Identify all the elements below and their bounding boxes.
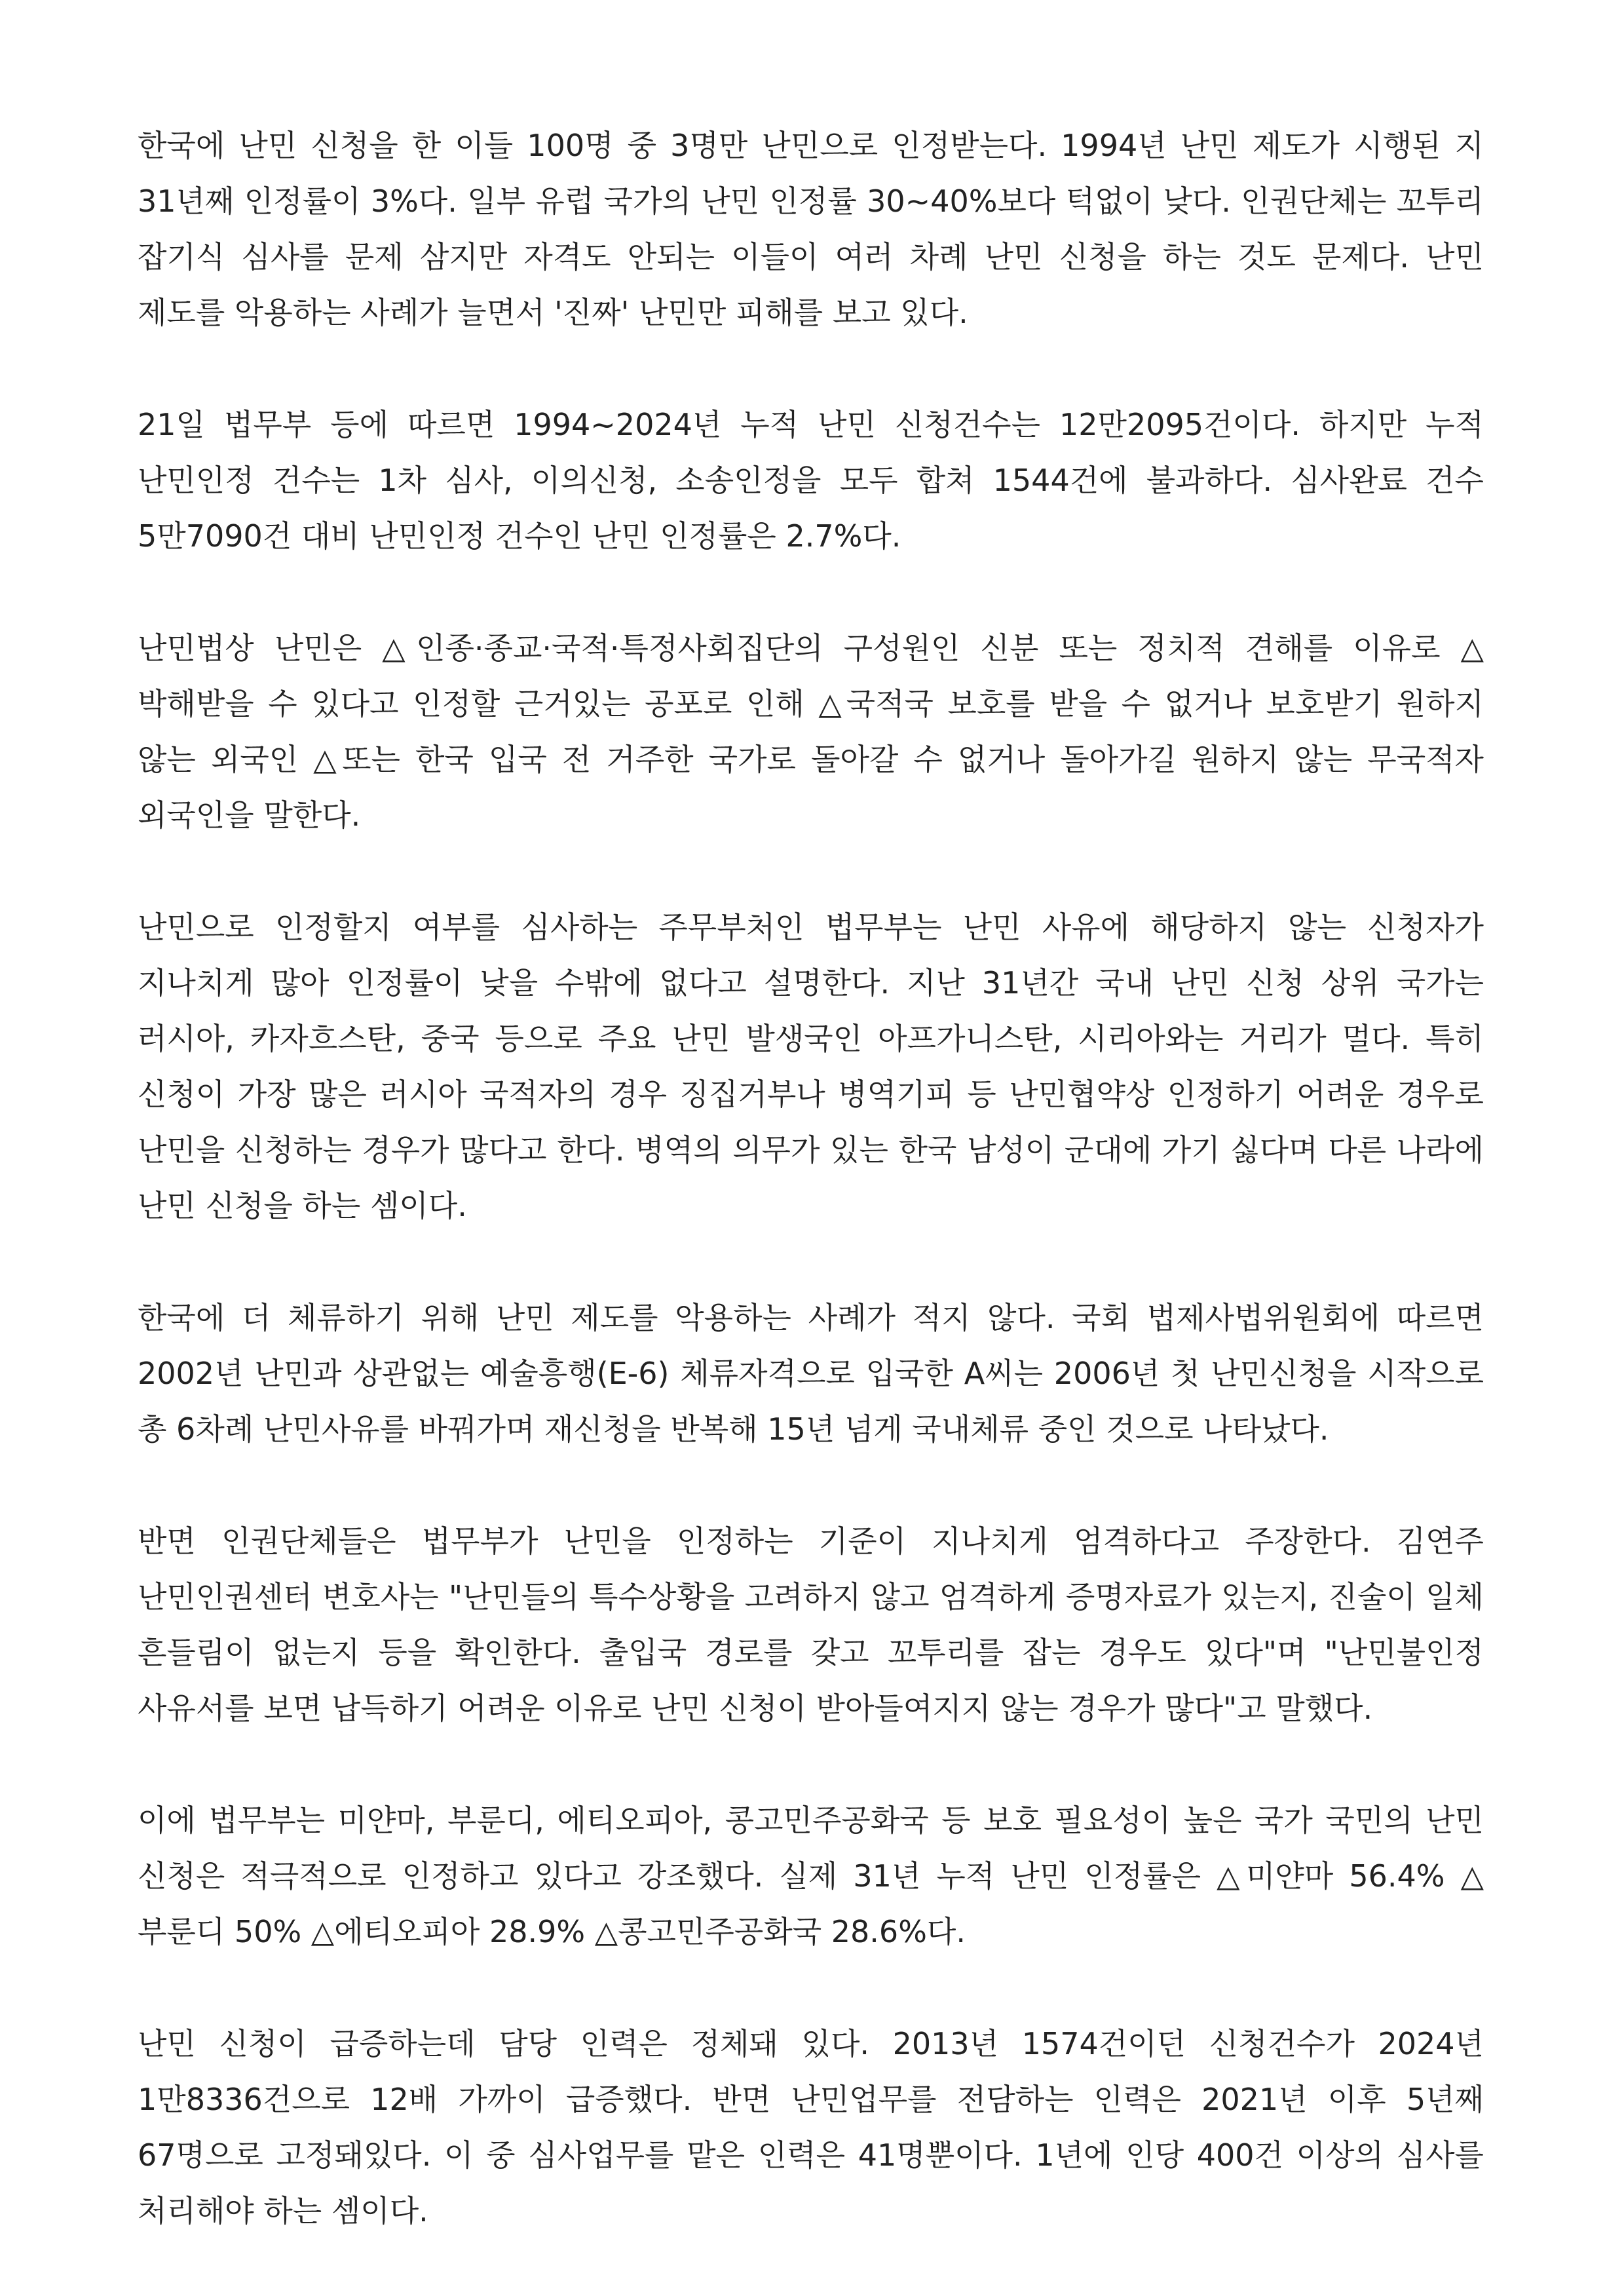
article-paragraph-2: 21일 법무부 등에 따르면 1994~2024년 누적 난민 신청건수는 12만2095건이다. 하지만 누적 난민인정 건수는 1차 심사, 이의신청, 소송인정을 모두 합쳐 1544건에 불과하다. 심사완료 건수 5만7090건 대비 난민인정 건수인 난민 인정률은 2.7%다. [138, 407, 1484, 554]
article-paragraph-4: 난민으로 인정할지 여부를 심사하는 주무부처인 법무부는 난민 사유에 해당하지 않는 신청자가 지나치게 많아 인정률이 낮을 수밖에 없다고 설명한다. 지난 31년간 국내 난민 신청 상위 국가는 러시아, 카자흐스탄, 중국 등으로 주요 난민 발생국인 아프가니스탄, 시리아와는 거리가 멀다. 특히 신청이 가장 많은 러시아 국적자의 경우 징집거부나 병역기피 등 난민협약상 인정하기 어려운 경우로 난민을 신청하는 경우가 많다고 한다. 병역의 의무가 있는 한국 남성이 군대에 가기 싫다며 다른 나라에 난민 신청을 하는 셈이다. [138, 909, 1484, 1223]
article-paragraph-7: 이에 법무부는 미얀마, 부룬디, 에티오피아, 콩고민주공화국 등 보호 필요성이 높은 국가 국민의 난민 신청은 적극적으로 인정하고 있다고 강조했다. 실제 31년 누적 난민 인정률은 △미얀마 56.4% △부룬디 50% △에티오피아 28.9% △콩고민주공화국 28.6%다. [138, 1803, 1484, 1949]
article-paragraph-5: 한국에 더 체류하기 위해 난민 제도를 악용하는 사례가 적지 않다. 국회 법제사법위원회에 따르면 2002년 난민과 상관없는 예술흥행(E-6) 체류자격으로 입국한 A씨는 2006년 첫 난민신청을 시작으로 총 6차례 난민사유를 바꿔가며 재신청을 반복해 15년 넘게 국내체류 중인 것으로 나타났다. [138, 1300, 1484, 1447]
article-paragraph-6: 반면 인권단체들은 법무부가 난민을 인정하는 기준이 지나치게 엄격하다고 주장한다. 김연주 난민인권센터 변호사는 "난민들의 특수상황을 고려하지 않고 엄격하게 증명자료가 있는지, 진술이 일체 흔들림이 없는지 등을 확인한다. 출입국 경로를 갖고 꼬투리를 잡는 경우도 있다"며 "난민불인정 사유서를 보면 납득하기 어려운 이유로 난민 신청이 받아들여지지 않는 경우가 많다"고 말했다. [138, 1523, 1484, 1726]
article-body [138, 118, 1484, 2239]
article-paragraph-3: 난민법상 난민은 △인종·종교·국적·특정사회집단의 구성원인 신분 또는 정치적 견해를 이유로 △박해받을 수 있다고 인정할 근거있는 공포로 인해 △국적국 보호를 받을 수 없거나 보호받기 원하지 않는 외국인 △또는 한국 입국 전 거주한 국가로 돌아갈 수 없거나 돌아가길 원하지 않는 무국적자 외국인을 말한다. [138, 630, 1484, 833]
article-paragraph-1: 한국에 난민 신청을 한 이들 100명 중 3명만 난민으로 인정받는다. 1994년 난민 제도가 시행된 지 31년째 인정률이 3%다. 일부 유럽 국가의 난민 인정률 30~40%보다 턱없이 낮다. 인권단체는 꼬투리 잡기식 심사를 문제 삼지만 자격도 안되는 이들이 여러 차례 난민 신청을 하는 것도 문제다. 난민 제도를 악용하는 사례가 늘면서 '진짜' 난민만 피해를 보고 있다. [138, 128, 1484, 330]
article-paragraph-8: 난민 신청이 급증하는데 담당 인력은 정체돼 있다. 2013년 1574건이던 신청건수가 2024년 1만8336건으로 12배 가까이 급증했다. 반면 난민업무를 전담하는 인력은 2021년 이후 5년째 67명으로 고정돼있다. 이 중 심사업무를 맡은 인력은 41명뿐이다. 1년에 인당 400건 이상의 심사를 처리해야 하는 셈이다. [138, 2026, 1484, 2229]
